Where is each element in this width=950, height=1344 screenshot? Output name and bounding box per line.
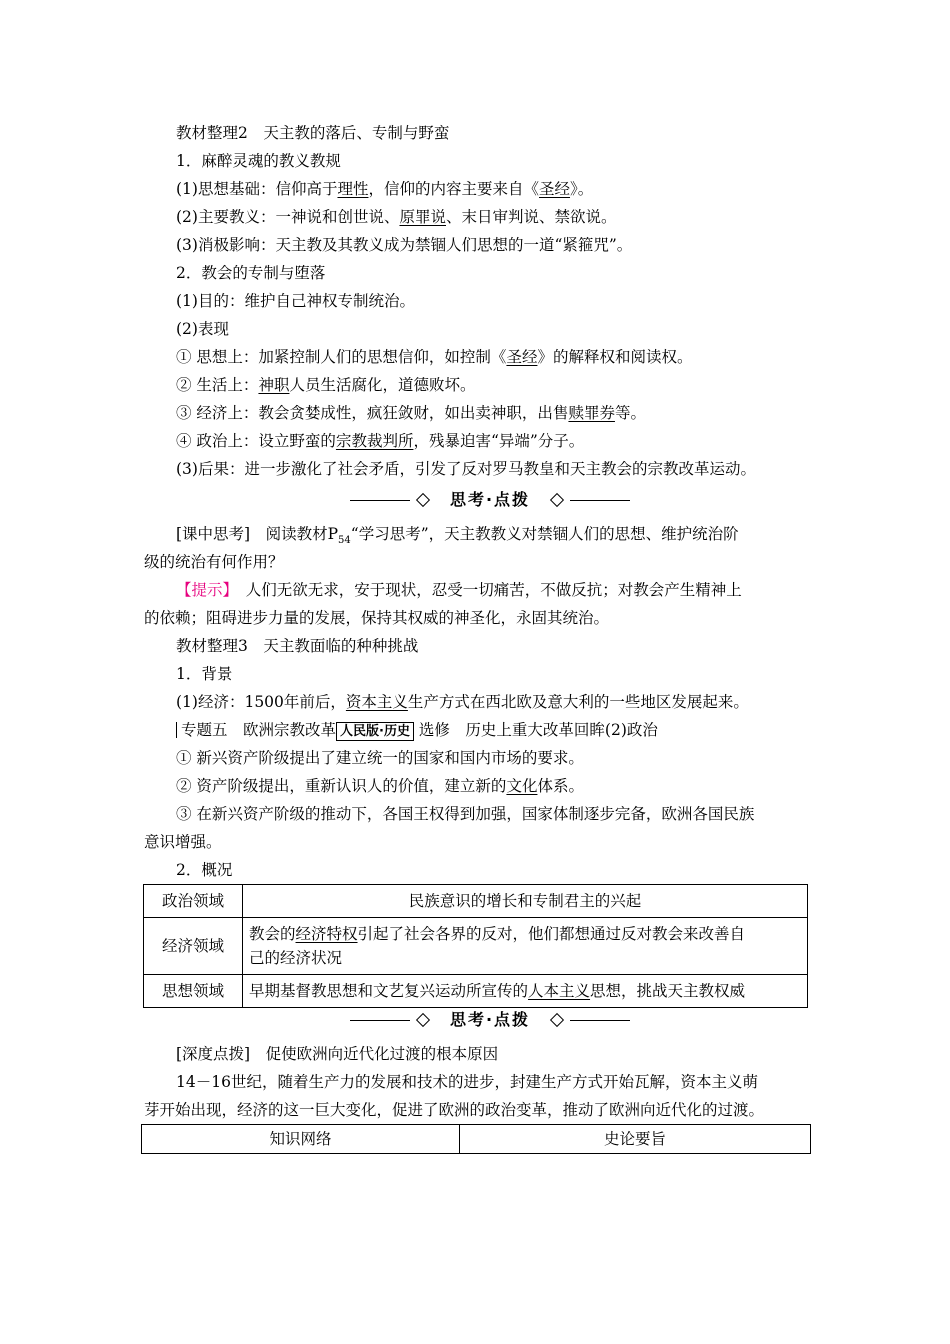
publisher-badge: 人民版·历史 xyxy=(336,722,414,741)
section3-heading: 教材整理3 天主教面临的种种挑战 xyxy=(176,637,419,655)
section3-b3-line2: 意识增强。 xyxy=(144,833,222,851)
table-row xyxy=(144,885,808,918)
hint-label: 【提示】 xyxy=(176,581,231,599)
table-row xyxy=(144,975,808,1008)
think1-question: [课中思考] 阅读教材$P_{54}“$学习思考”，天主教教义对禁锢人们的思想、维护统治阶 xyxy=(176,525,739,547)
think-divider-1 xyxy=(350,489,630,511)
table-cell: 思想领域 xyxy=(144,975,243,1008)
table-header-cell: 知识网络 xyxy=(142,1125,460,1154)
table-row xyxy=(144,918,808,975)
table-cell: 政治领域 xyxy=(144,885,243,918)
divider-label: 思考·点拨 xyxy=(449,490,531,509)
divider-rule-right xyxy=(570,500,630,501)
think2-title: [深度点拨] 促使欧洲向近代化过渡的根本原因 xyxy=(176,1045,499,1063)
section2-p3: ③ 经济上：教会贪婪成性，疯狂敛财，如出卖神职，出售赎罪券等。 xyxy=(176,404,646,422)
think2-line2: 芽开始出现，经济的这一巨大变化，促进了欧洲的政治变革，推动了欧洲向近代化的过渡。 xyxy=(144,1101,765,1119)
section2-s1: (1)思想基础：信仰高于理性，信仰的内容主要来自《圣经》。 xyxy=(176,180,594,198)
section3-b2: ② 资产阶级提出，重新认识人的价值，建立新的文化体系。 xyxy=(176,777,584,795)
think1-hint: 【提示】 人们无欲无求，安于现状，忍受一切痛苦，不做反抗；对教会产生精神上 xyxy=(176,581,742,599)
running-header: 专题五 欧洲宗教改革 人民版·历史 选修 历史上重大改革回眸(2)政治 xyxy=(176,720,658,741)
divider-label: 思考·点拨 xyxy=(449,1010,531,1029)
section3-item1: 1．背景 xyxy=(176,665,233,683)
table-cell: 早期基督教思想和文艺复兴运动所宣传的人本主义思想，挑战天主教权威 xyxy=(243,975,808,1008)
section3-b1: ① 新兴资产阶级提出了建立统一的国家和国内市场的要求。 xyxy=(176,749,584,767)
header-bar xyxy=(176,722,177,738)
overview-table xyxy=(143,884,808,1008)
section2-item2: 2．教会的专制与堕落 xyxy=(176,264,326,282)
table-row xyxy=(142,1125,811,1154)
table-cell: 教会的经济特权引起了社会各界的反对，他们都想通过反对教会来改善自 己的经济状况 xyxy=(243,918,808,975)
section2-p2: ② 生活上：神职人员生活腐化，道德败坏。 xyxy=(176,376,476,394)
think1-hint-line2: 的依赖；阻碍进步力量的发展，保持其权威的神圣化，永固其统治。 xyxy=(144,609,610,627)
section3-e1: (1)经济：1500年前后，资本主义生产方式在西北欧及意大利的一些地区发展起来。 xyxy=(176,693,749,711)
table-cell: 经济领域 xyxy=(144,918,243,975)
divider-rule-right xyxy=(570,1020,630,1021)
table-header-cell: 史论要旨 xyxy=(460,1125,811,1154)
section2-heading: 教材整理2 天主教的落后、专制与野蛮 xyxy=(176,124,450,142)
section2-item1: 1．麻醉灵魂的教义教规 xyxy=(176,152,341,170)
think1-question-line2: 级的统治有何作用？ xyxy=(144,553,284,571)
section2-s3: (3)消极影响：天主教及其教义成为禁锢人们思想的一道“紧箍咒”。 xyxy=(176,236,633,254)
section3-b3: ③ 在新兴资产阶级的推动下，各国王权得到加强，国家体制逐步完备，欧洲各国民族 xyxy=(176,805,755,823)
section3-item2: 2．概况 xyxy=(176,861,233,879)
section2-t1: (1)目的：维护自己神权专制统治。 xyxy=(176,292,415,310)
table-cell: 民族意识的增长和专制君主的兴起 xyxy=(243,885,808,918)
section2-t3: (3)后果：进一步激化了社会矛盾，引发了反对罗马教皇和天主教会的宗教改革运动。 xyxy=(176,460,756,478)
think2-line1: 14－16世纪，随着生产力的发展和技术的进步，封建生产方式开始瓦解，资本主义萌 xyxy=(176,1073,758,1091)
section2-p4: ④ 政治上：设立野蛮的宗教裁判所，残暴迫害“异端”分子。 xyxy=(176,432,585,450)
think-divider-2 xyxy=(350,1009,630,1031)
summary-table xyxy=(141,1124,811,1154)
section2-t2: (2)表现 xyxy=(176,320,229,338)
section2-p1: ① 思想上：加紧控制人们的思想信仰，如控制《圣经》的解释权和阅读权。 xyxy=(176,348,693,366)
section2-s2: (2)主要教义：一神说和创世说、原罪说、末日审判说、禁欲说。 xyxy=(176,208,617,226)
